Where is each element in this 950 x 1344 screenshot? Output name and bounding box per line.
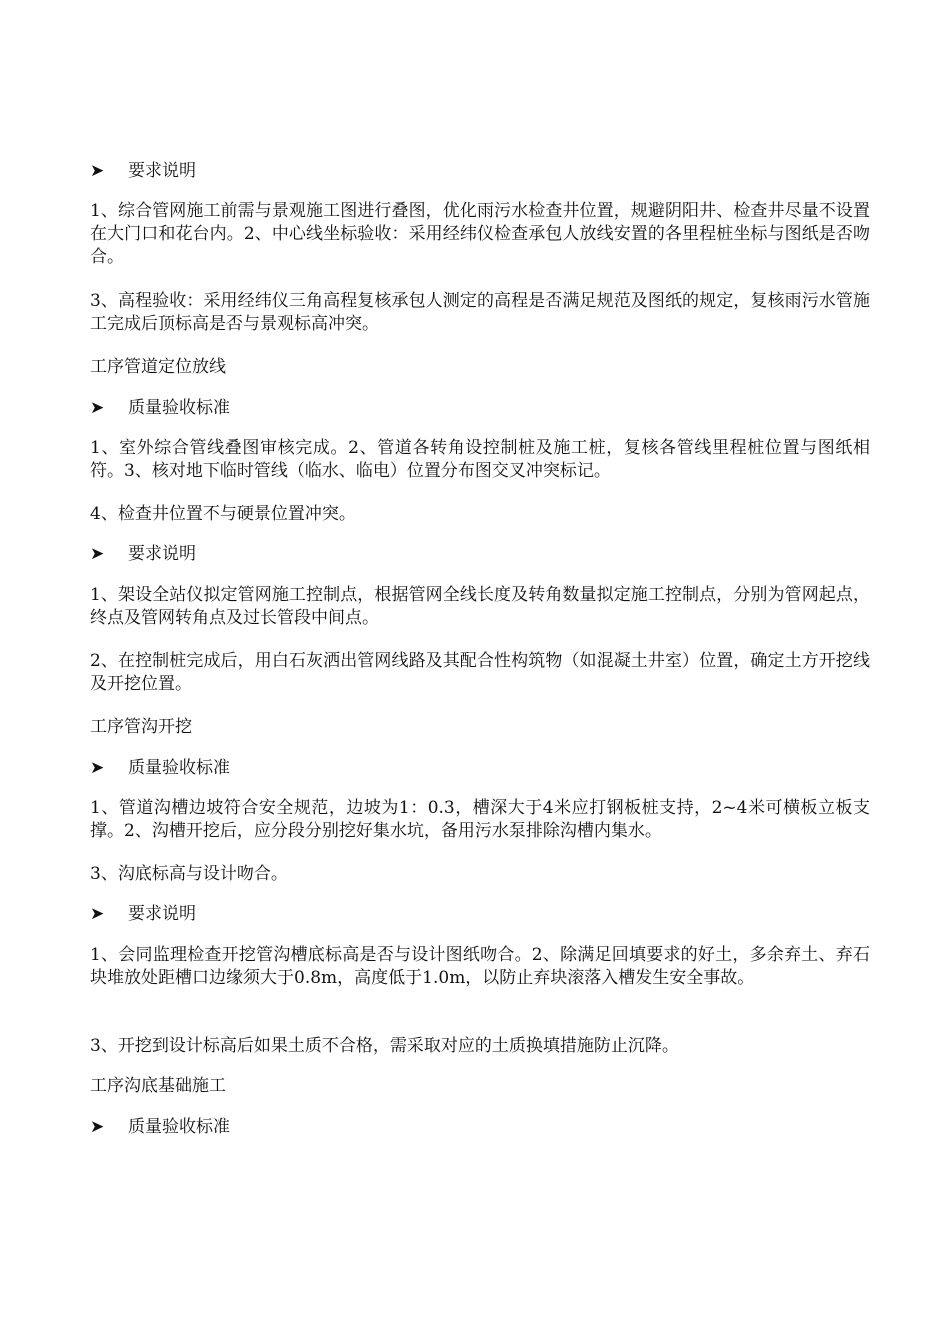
- bullet-label: 质量验收标准: [128, 758, 230, 778]
- bullet-heading: [90, 397, 870, 420]
- paragraph: 1、架设全站仪拟定管网施工控制点，根据管网全线长度及转角数量拟定施工控制点，分别为管网起点，终点及管网转角点及过长管段中间点。: [90, 585, 870, 628]
- bullet-label: 要求说明: [128, 544, 196, 564]
- arrowhead-right-icon: ➤: [90, 1117, 105, 1137]
- bullet-heading: [90, 1116, 870, 1139]
- bullet-heading: [90, 757, 870, 780]
- arrowhead-right-icon: ➤: [90, 398, 105, 418]
- paragraph: 3、沟底标高与设计吻合。: [90, 864, 288, 884]
- paragraph: 1、综合管网施工前需与景观施工图进行叠图，优化雨污水检查井位置，规避阴阳井、检查井尽量不设置在大门口和花台内。2、中心线坐标验收：采用经纬仪检查承包人放线安置的各里程桩坐标与图纸是否吻合。: [90, 201, 870, 267]
- arrowhead-right-icon: ➤: [90, 544, 105, 564]
- bullet-label: 质量验收标准: [128, 398, 230, 418]
- arrowhead-right-icon: ➤: [90, 161, 105, 181]
- bullet-heading: [90, 903, 870, 926]
- section-heading: 工序管沟开挖: [90, 717, 192, 737]
- bullet-heading: [90, 160, 870, 183]
- paragraph: 3、高程验收：采用经纬仪三角高程复核承包人测定的高程是否满足规范及图纸的规定，复核雨污水管施工完成后顶标高是否与景观标高冲突。: [90, 291, 870, 334]
- arrowhead-right-icon: ➤: [90, 758, 105, 778]
- paragraph: 3、开挖到设计标高后如果土质不合格，需采取对应的土质换填措施防止沉降。: [90, 1036, 679, 1056]
- section-heading: 工序管道定位放线: [90, 357, 226, 377]
- paragraph: 4、检查井位置不与硬景位置冲突。: [90, 504, 356, 524]
- bullet-heading: [90, 543, 870, 566]
- arrowhead-right-icon: ➤: [90, 904, 105, 924]
- section-heading: 工序沟底基础施工: [90, 1076, 226, 1096]
- paragraph: 1、会同监理检查开挖管沟槽底标高是否与设计图纸吻合。2、除满足回填要求的好土，多余弃土、弃石块堆放处距槽口边缘须大于0.8m，高度低于1.0m，以防止弃块滚落入槽发生安全事故。: [90, 945, 870, 988]
- paragraph: 1、室外综合管线叠图审核完成。2、管道各转角设控制桩及施工桩，复核各管线里程桩位置与图纸相符。3、核对地下临时管线（临水、临电）位置分布图交叉冲突标记。: [90, 438, 870, 481]
- bullet-label: 质量验收标准: [128, 1117, 230, 1137]
- bullet-label: 要求说明: [128, 161, 196, 181]
- bullet-label: 要求说明: [128, 904, 196, 924]
- paragraph: 2、在控制桩完成后，用白石灰洒出管网线路及其配合性构筑物（如混凝土井室）位置，确定土方开挖线及开挖位置。: [90, 651, 870, 694]
- paragraph: 1、管道沟槽边坡符合安全规范，边坡为1：0.3，槽深大于4米应打钢板桩支持，2~4米可横板立板支撑。2、沟槽开挖后，应分段分别挖好集水坑，备用污水泵排除沟槽内集水。: [90, 798, 870, 841]
